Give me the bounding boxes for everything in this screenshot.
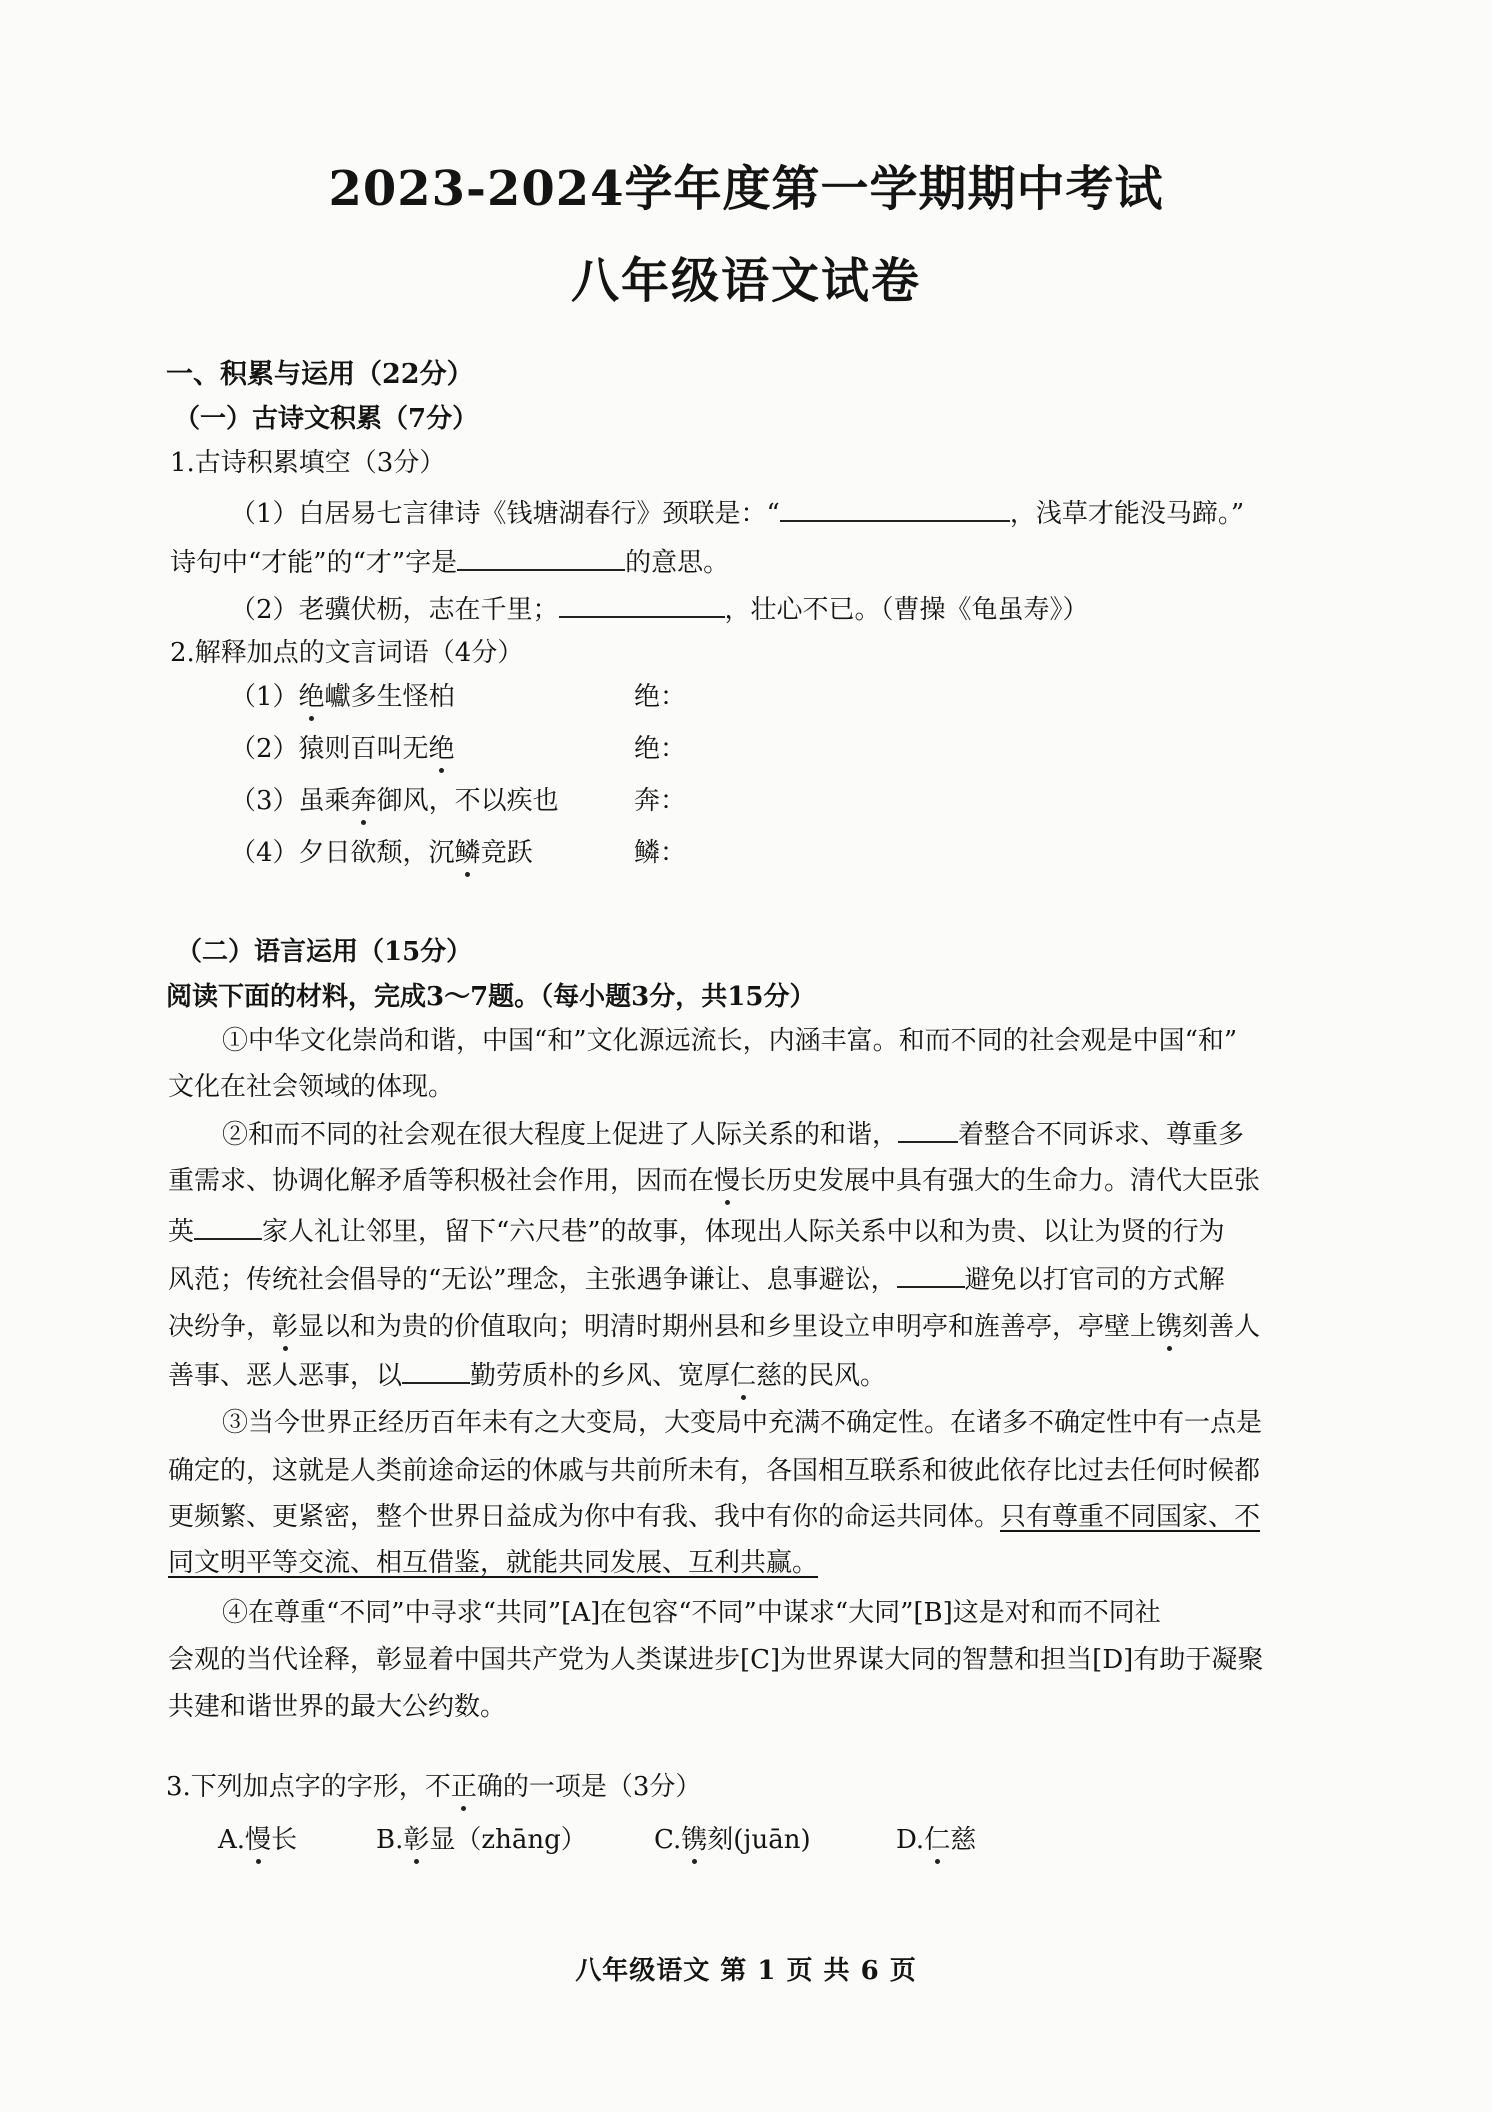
q3-option-b[interactable]: [376, 1823, 587, 1857]
q1-item1-text-b: ，浅草才能没马蹄。”: [1009, 499, 1245, 529]
q2-item-4-pre: （4）夕日欲颓，沉: [230, 838, 455, 868]
passage-p2-line2: [168, 1164, 1260, 1198]
q2-item-1-dotted-word: 绝: [298, 682, 325, 712]
passage-blank-2[interactable]: [194, 1214, 262, 1240]
q1-item2-text-a: （2）老骥伏枥，志在千里；: [230, 595, 559, 625]
passage-p2-line1-text-a: ②和而不同的社会观在很大程度上促进了人际关系的和谐，: [222, 1120, 899, 1150]
q3-option-d-text: 慈: [950, 1825, 977, 1855]
q1-item1-text-a: （1）白居易七言律诗《钱塘湖春行》颈联是：“: [230, 499, 780, 529]
q2-item-3-answer[interactable]: 奔：: [634, 786, 687, 816]
q2-item-1: [230, 680, 455, 714]
passage-p3-line3-text-a: 更频繁、更紧密，整个世界日益成为你中有我、我中有你的命运共同体。: [168, 1502, 1001, 1532]
q2-prompt: 2.解释加点的文言词语（4分）: [170, 638, 524, 668]
passage-blank-3[interactable]: [897, 1262, 965, 1288]
passage-p2-line1-text-b: 着整合不同诉求、尊重多: [958, 1120, 1245, 1150]
q2-item-3-post: 御风，不以疾也: [376, 786, 559, 816]
passage-p2-line6-text-b: 勤劳质朴的乡风、宽厚: [470, 1361, 731, 1391]
section-1-heading: 一、积累与运用（22分）: [166, 359, 474, 390]
q3-option-b-letter: B.: [376, 1825, 404, 1855]
passage-p2-line4-text-b: 避免以打官司的方式解: [964, 1265, 1225, 1295]
q2-item-2-pre: （2）猿则百叫无: [230, 734, 429, 764]
passage-p2-line5-text-a: 决纷争，: [168, 1312, 273, 1342]
reading-instruction: 阅读下面的材料，完成3～7题。（每小题3分，共15分）: [166, 982, 816, 1012]
q3-option-c-text: 刻(juān): [707, 1825, 811, 1855]
exam-title: 2023-2024学年度第一学期期中考试: [328, 161, 1164, 217]
subsection-2-heading: （二）语言运用（15分）: [176, 937, 473, 967]
exam-subtitle: 八年级语文试卷: [570, 253, 921, 309]
passage-p3-underlined-sentence-start: 只有尊重不同国家、不: [1000, 1502, 1261, 1532]
q2-item-4-dotted-word: 鳞: [454, 838, 481, 868]
passage-p2-line6-text-c: 慈的民风。: [756, 1361, 887, 1391]
passage-p2-dotted-ren: 仁: [730, 1361, 757, 1391]
q3-prompt-emphasis: 不正确: [424, 1772, 503, 1802]
passage-p1-line2: 文化在社会领域的体现。: [168, 1072, 455, 1102]
passage-p3-underlined-sentence-end: 同文明平等交流、相互借鉴，就能共同发展、互利共赢。: [168, 1548, 819, 1578]
q2-item-2-answer[interactable]: 绝：: [634, 734, 687, 764]
passage-p2-line2-text-a: 重需求、协调化解矛盾等积极社会作用，因而在: [168, 1166, 715, 1196]
q2-item-3-pre: （3）虽乘: [230, 786, 351, 816]
passage-p2-line3-text-a: 英: [168, 1217, 195, 1247]
q2-item-4: [230, 836, 533, 870]
q2-item-1-post: 巘多生怪柏: [324, 682, 455, 712]
q3-prompt-b: 的一项是（3分）: [502, 1772, 702, 1802]
passage-blank-4[interactable]: [402, 1358, 470, 1384]
q3-option-b-text: 显（zhāng）: [429, 1825, 587, 1855]
q3-option-d-letter: D.: [896, 1825, 925, 1855]
passage-p4-line1: ④在尊重“不同”中寻求“共同”[A]在包容“不同”中谋求“大同”[B]这是对和而不同社: [222, 1598, 1161, 1628]
q3-option-b-dotted: 彰: [403, 1825, 430, 1855]
q1-item2-text-b: ，壮心不已。（曹操《龟虽寿》）: [724, 595, 1089, 625]
passage-p4-line3: 共建和谐世界的最大公约数。: [168, 1692, 507, 1722]
q2-item-3-dotted-word: 奔: [350, 786, 377, 816]
passage-p2-line5-text-b: 显以和为贵的价值取向；明清时期州县和乡里设立申明亭和旌善亭，亭壁上: [298, 1312, 1157, 1342]
q3-option-a-text: 长: [271, 1825, 298, 1855]
q1-item1-text-d: 的意思。: [625, 548, 730, 578]
subsection-1-heading: （一）古诗文积累（7分）: [174, 404, 479, 434]
q3-option-a-letter: A.: [218, 1825, 246, 1855]
passage-p3-line2: 确定的，这就是人类前途命运的休戚与共前所未有，各国相互联系和彼此依存比过去任何时候都: [168, 1456, 1261, 1486]
q1-prompt: 1.古诗积累填空（3分）: [170, 448, 446, 478]
q1-item1-text-c: 诗句中“才能”的“才”字是: [170, 548, 458, 578]
q2-item-1-answer[interactable]: 绝：: [634, 682, 687, 712]
q3-option-c-letter: C.: [654, 1825, 682, 1855]
q3-prompt: [166, 1770, 701, 1804]
passage-p2-line2-text-b: 长历史发展中具有强大的生命力。清代大臣张: [740, 1166, 1261, 1196]
passage-p3-line1: ③当今世界正经历百年未有之大变局，大变局中充满不确定性。在诸多不确定性中有一点是: [222, 1408, 1263, 1438]
passage-p2-line5-text-c: 刻善人: [1182, 1312, 1261, 1342]
q3-prompt-a: 3.下列加点字的字形，: [166, 1772, 425, 1802]
q3-option-c[interactable]: [654, 1823, 811, 1857]
passage-p4-line2: 会观的当代诠释，彰显着中国共产党为人类谋进步[C]为世界谋大同的智慧和担当[D]有助于凝聚: [168, 1645, 1264, 1675]
q3-option-a-dotted: 慢: [245, 1825, 272, 1855]
q2-item-1-pre: （1）: [230, 682, 299, 712]
q3-option-d-dotted: 仁: [924, 1825, 951, 1855]
q2-item-2: [230, 732, 455, 766]
passage-blank-1[interactable]: [898, 1117, 958, 1143]
passage-p2-line6: [168, 1358, 886, 1393]
passage-p2-dotted-zhang: 彰: [272, 1312, 299, 1342]
passage-p2-dotted-juan: 镌: [1156, 1312, 1183, 1342]
q1-item1-line: [230, 496, 1244, 531]
q2-item-2-dotted-word: 绝: [428, 734, 455, 764]
passage-p1-line1: ①中华文化崇尚和谐，中国“和”文化源远流长，内涵丰富。和而不同的社会观是中国“和”: [222, 1026, 1238, 1056]
q1-item2-blank[interactable]: [559, 592, 725, 618]
q3-option-a[interactable]: [218, 1823, 297, 1857]
passage-p2-line4-text-a: 风范；传统社会倡导的“无讼”理念，主张遇争谦让、息事避讼，: [168, 1265, 897, 1295]
q2-item-4-post: 竞跃: [480, 838, 533, 868]
q3-option-d[interactable]: [896, 1823, 976, 1857]
passage-p2-line1: [222, 1117, 1244, 1152]
page-footer: 八年级语文 第 1 页 共 6 页: [575, 1956, 917, 1986]
q1-item2-line: [230, 592, 1089, 627]
q3-option-c-dotted: 镌: [681, 1825, 708, 1855]
q1-item1-blank2[interactable]: [457, 545, 625, 571]
passage-p2-dotted-man: 慢: [714, 1166, 741, 1196]
q1-item1-blank[interactable]: [780, 496, 1010, 522]
passage-p2-line4: [168, 1262, 1225, 1297]
q2-item-3: [230, 784, 559, 818]
q2-item-4-answer[interactable]: 鳞：: [634, 838, 687, 868]
passage-p2-line6-text-a: 善事、恶人恶事，以: [168, 1361, 403, 1391]
passage-p3-line3: [168, 1500, 1260, 1534]
q1-item1-line2: [170, 545, 729, 580]
passage-p2-line3: [168, 1214, 1225, 1249]
passage-p2-line5: [168, 1310, 1260, 1344]
passage-p2-line3-text-b: 家人礼让邻里，留下“六尺巷”的故事，体现出人际关系中以和为贵、以让为贤的行为: [262, 1217, 1225, 1247]
